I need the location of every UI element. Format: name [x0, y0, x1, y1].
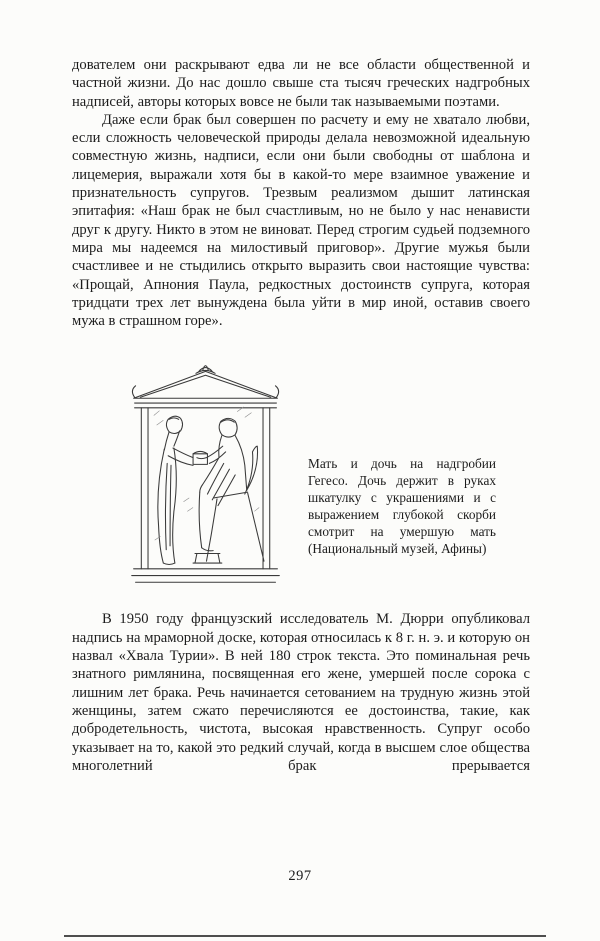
paragraph: Даже если брак был совершен по расчету и ему не хватало любви, если сложность человеческой природы делала невозможной идеальную совместную жизнь, надписи, если они были свободны от шаблона и лицемерия, выражали хотя бы в какой-то мере взаимное уважение и признательность супругов. Трезвым реализмом дышит латинская эпитафия: «Наш брак не был счастливым, но не было у нас ненависти друг к другу. Никто в этом не виноват. Перед строгим судьей подземного мира мы надеемся на милостивый приговор». Другие мужья были счастливее и не стыдились открыто выразить свои настоящие чувства: «Прощай, Апнония Паула, редкостных достоинств супруга, которая тридцати трех лет вынуждена была уйти в мир иной, оставив своего мужа в страшном горе». — [72, 111, 530, 330]
paragraph: В 1950 году французский исследователь М. Дюрри опубликовал надпись на мраморной доске, которая относилась к 8 г. н. э. и которую он назвал «Хвала Турии». В ней 180 строк текста. Это поминальная речь знатного римлянина, посвященная его жене, умершей после сорока с лишним лет брака. Речь начинается сетованием на трудную жизнь этой женщины, затем сжато перечисляются ее достоинства, такие, как добродетельность, чистота, высокая нравственность. Супруг особо указывает на то, какой это редкий случай, когда в высшем слое общества многолетний брак прерывается — [72, 611, 530, 774]
scan-artifact-line — [64, 935, 546, 937]
figure — [72, 358, 530, 588]
text-column — [72, 56, 530, 775]
figure-caption: Мать и дочь на надгробии Гегесо. Дочь держит в руках шкатулку с украшениями и с выражением глубокой скорби смотрит на умершую мать (Национальный музей, Афины) — [308, 456, 496, 556]
page-number: 297 — [288, 868, 312, 884]
paragraph: дователем они раскрывают едва ли не все области общественной и частной жизни. До нас дошло свыше ста тысяч греческих надгробных надписей, авторы которых вовсе не были так называемыми поэтами. — [72, 57, 530, 110]
hegeso-stele-drawing — [122, 358, 290, 588]
